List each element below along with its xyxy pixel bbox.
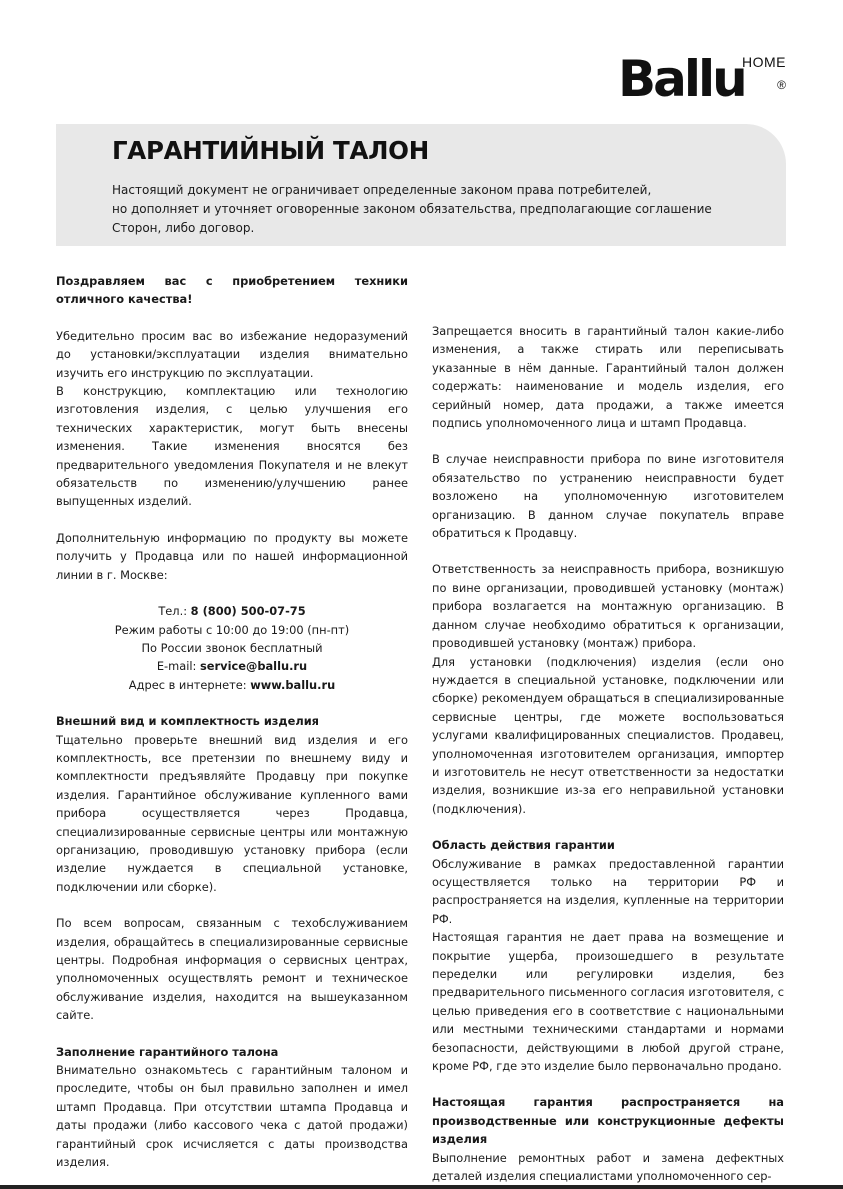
contact-phone: Тел.: 8 (800) 500-07-75: [158, 604, 306, 619]
intro-line: Сторон, либо договор.: [112, 221, 255, 235]
contact-site: Адрес в интернете: www.ballu.ru: [128, 677, 336, 692]
title-banner: [56, 124, 786, 246]
paragraph: Обслуживание в рамках предоставленной гарантии осуществляется только на территории РФ и распространяется на изделия, купленные на территории РФ.: [432, 856, 784, 926]
page-title: ГАРАНТИЙНЫЙ ТАЛОН: [112, 136, 429, 165]
paragraph: В случае неисправности прибора по вине изготовителя обязательство по устранению неисправности будет возложено на уполномоченную изготовителем организацию. В данном случае покупатель вправе обратиться к Продавцу.: [432, 452, 784, 541]
footer-rule: [0, 1185, 843, 1189]
paragraph: Запрещается вносить в гарантийный талон какие-либо изменения, а также стирать или переписывать указанные в нём данные. Гарантийный талон должен содержать: наименование и модель изделия, его серийный номер, дата продажи, а также имеется подпись уполномоченного лица и штамп Продавца.: [432, 324, 784, 431]
paragraph: Ответственность за неисправность прибора, возникшую по вине организации, проводившей установку (монтаж) прибора возлагается на монтажную организацию. В данном случае необходимо обратиться к организации, проводившей установку (монтаж) прибора.: [432, 562, 784, 651]
paragraph: Тщательно проверьте внешний вид изделия и его комплектность, все претензии по внешнему виду и комплектности предъявляйте Продавцу при покупке изделия. Гарантийное обслуживание купленного вами прибора осуществляется через Продавца, специализированные сервисные центры или монтажную организацию, проводившую установку прибора (если изделие нуждается в специальной установке, подключении или сборке).: [56, 732, 408, 894]
intro-line: Настоящий документ не ограничивает определенные законом права потребителей,: [112, 183, 652, 197]
section-heading: Заполнение гарантийного талона: [56, 1044, 279, 1059]
paragraph: Внимательно ознакомьтесь с гарантийным талоном и проследите, чтобы он был правильно заполнен и имел штамп Продавца. При отсутствии штампа Продавца и даты продажи (либо кассового чека с датой продажи) гарантийный срок исчисляется с даты производства изделия.: [56, 1063, 408, 1170]
contact-free-call: По России звонок бесплатный: [141, 640, 323, 655]
paragraph: Убедительно просим вас во избежание недоразумений до установки/эксплуатации изделия внимательно изучить его инструкцию по эксплуатации.: [56, 328, 408, 380]
contact-email: E-mail: service@ballu.ru: [156, 659, 308, 674]
paragraph: Дополнительную информацию по продукту вы можете получить у Продавца или по нашей информационной линии в г. Москве:: [56, 530, 408, 582]
paragraph: В конструкцию, комплектацию или технологию изготовления изделия, с целью улучшения его технических характеристик, могут быть внесены изменения. Такие изменения вносятся без предварительного уведомления Покупателя и не влекут обязательств по изменению/улучшению ранее выпущенных изделий.: [56, 384, 408, 509]
ballu-home-logo: [616, 52, 786, 116]
logo-registered-mark: ®: [777, 78, 786, 92]
greeting-heading: Поздравляем вас с приобретением техники отличного качества!: [56, 274, 408, 307]
phone-number: 8 (800) 500-07-75: [190, 604, 306, 619]
intro-line: но дополняет и уточняет оговоренные законом обязательства, предполагающие соглашение: [112, 202, 712, 216]
paragraph: Для установки (подключения) изделия (если оно нуждается в специальной установке, подключении или сборке) рекомендуем обращаться в специализированные сервисные центры, где можете воспользоваться услугами квалифицированных специалистов. Продавец, уполномоченная изготовителем организация, импортер и изготовитель не несут ответственности за недостатки изделия, возникшие из-за его неправильной установки (подключения).: [432, 654, 784, 816]
paragraph: По всем вопросам, связанным с техобслуживанием изделия, обращайтесь в специализированные сервисные центры. Подробная информация о сервисных центрах, уполномоченных осуществлять ремонт и техническое обслуживание изделия, находится на вышеуказанном сайте.: [56, 916, 408, 1023]
right-column: [432, 322, 784, 1185]
contact-hours: Режим работы с 10:00 до 19:00 (пн-пт): [114, 622, 350, 637]
email-link[interactable]: service@ballu.ru: [200, 659, 308, 674]
section-heading: Область действия гарантии: [432, 838, 615, 853]
paragraph: Выполнение ремонтных работ и замена дефектных деталей изделия специалистами уполномоченного сер-: [432, 1150, 784, 1184]
intro-text: [112, 181, 752, 238]
logo-wordmark: Ballu: [618, 50, 745, 108]
left-column: [56, 272, 408, 1171]
section-heading: Настоящая гарантия распространяется на производственные или конструкционные дефекты изделия: [432, 1095, 784, 1147]
logo-subtitle: HOME: [742, 54, 786, 70]
paragraph: Настоящая гарантия не дает права на возмещение и покрытие ущерба, произошедшего в результате переделки или регулировки изделия, без предварительного письменного согласия изготовителя, с целью приведения его в соответствие с национальными или местными техническими стандартами и нормами безопасности, действующими в любой другой стране, кроме РФ, где это изделие было первоначально продано.: [432, 930, 784, 1074]
website-link[interactable]: www.ballu.ru: [250, 677, 336, 692]
section-heading: Внешний вид и комплектность изделия: [56, 714, 319, 729]
